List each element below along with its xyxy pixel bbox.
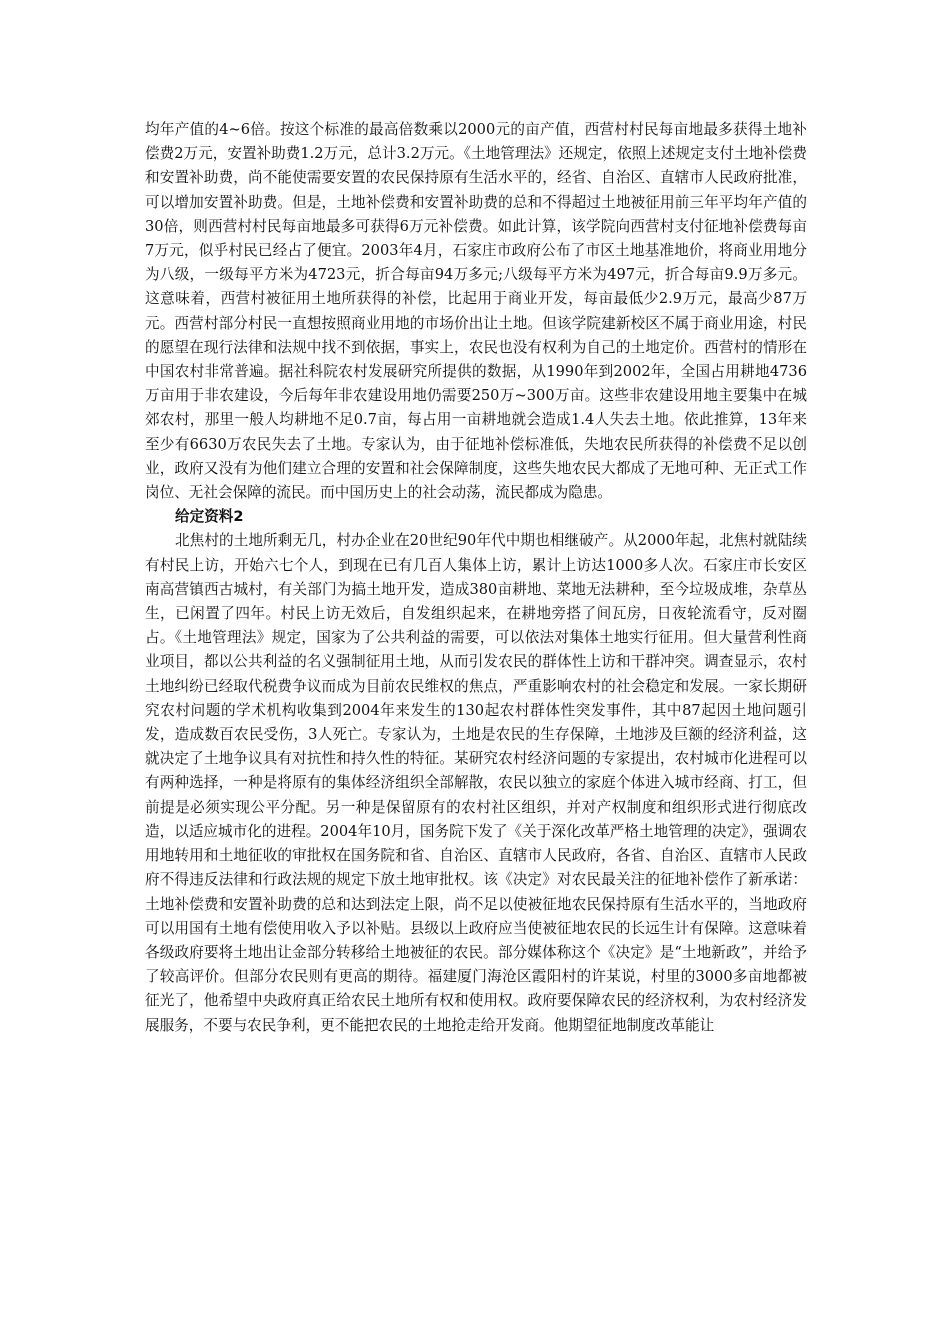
body-paragraph: 北焦村的土地所剩无几，村办企业在20世纪90年代中期也相继破产。从2000年起，北焦村就陆续有村民上访，开始六七个人，到现在已有几百人集体上访，累计上访达1000多人次。石家庄市长安区南高营镇西古城村，有关部门为搞土地开发，造成380亩耕地、菜地无法耕种，至今垃圾成堆，杂草丛生，已闲置了四年。村民上访无效后，自发组织起来，在耕地旁搭了间瓦房，日夜轮流看守，反对圈占。《土地管理法》规定，国家为了公共利益的需要，可以依法对集体土地实行征用。但大量营利性商业项目，都以公共利益的名义强制征用土地，从而引发农民的群体性上访和干群冲突。调查显示，农村土地纠纷已经取代税费争议而成为目前农民维权的焦点，严重影响农村的社会稳定和发展。一家长期研究农村问题的学术机构收集到2004年来发生的130起农村群体性突发事件，其中87起因土地问题引发，造成数百农民受伤，3人死亡。专家认为，土地是农民的生存保障，土地涉及巨额的经济利益，这就决定了土地争议具有对抗性和持久性的特征。某研究农村经济问题的专家提出，农村城市化进程可以有两种选择，一种是将原有的集体经济组织全部解散，农民以独立的家庭个体进入城市经商、打工，但前提是必须实现公平分配。另一种是保留原有的农村社区组织，并对产权制度和组织形式进行彻底改造，以适应城市化的进程。2004年10月，国务院下发了《关于深化改革严格土地管理的决定》，强调农用地转用和土地征收的审批权在国务院和省、自治区、直辖市人民政府，各省、自治区、直辖市人民政府不得违反法律和行政法规的规定下放土地审批权。该《决定》对农民最关注的征地补偿作了新承诺：土地补偿费和安置补助费的总和达到法定上限，尚不足以使被征地农民保持原有生活水平的，当地政府可以用国有土地有偿使用收入予以补贴。县级以上政府应当使被征地农民的长远生计有保障。这意味着各级政府要将土地出让金部分转移给土地被征的农民。部分媒体称这个《决定》是“土地新政”，并给予了较高评价。但部分农民则有更高的期待。福建厦门海沧区霞阳村的许某说，村里的3000多亩地都被征光了，他希望中央政府真正给农民土地所有权和使用权。政府要保障农民的经济权利，为农村经济发展服务，不要与农民争利，更不能把农民的土地抢走给开发商。他期望征地制度改革能让	[145, 532, 807, 1034]
document-page	[145, 118, 807, 1038]
section-heading: 给定资料2	[175, 508, 244, 526]
body-paragraph-continued: 均年产值的4~6倍。按这个标准的最高倍数乘以2000元的亩产值，西营村村民每亩地最多获得土地补偿费2万元，安置补助费1.2万元，总计3.2万元。《土地管理法》还规定，依照上述规定支付土地补偿费和安置补助费，尚不能使需要安置的农民保持原有生活水平的，经省、自治区、直辖市人民政府批准，可以增加安置补助费。但是，土地补偿费和安置补助费的总和不得超过土地被征用前三年平均年产值的30倍，则西营村村民每亩地最多可获得6万元补偿费。如此计算，该学院向西营村支付征地补偿费每亩7万元，似乎村民已经占了便宜。2003年4月，石家庄市政府公布了市区土地基准地价，将商业用地分为八级，一级每平方米为4723元，折合每亩94万多元;八级每平方米为497元，折合每亩9.9万多元。这意味着，西营村被征用土地所获得的补偿，比起用于商业开发，每亩最低少2.9万元，最高少87万元。西营村部分村民一直想按照商业用地的市场价出让土地。但该学院建新校区不属于商业用途，村民的愿望在现行法律和法规中找不到依据，事实上，农民也没有权利为自己的土地定价。西营村的情形在中国农村非常普遍。据社科院农村发展研究所提供的数据，从1990年到2002年，全国占用耕地4736万亩用于非农建设，今后每年非农建设用地仍需要250万~300万亩。这些非农建设用地主要集中在城郊农村，那里一般人均耕地不足0.7亩，每占用一亩耕地就会造成1.4人失去土地。依此推算，13年来至少有6630万农民失去了土地。专家认为，由于征地补偿标准低，失地农民所获得的补偿费不足以创业，政府又没有为他们建立合理的安置和社会保障制度，这些失地农民大都成了无地可种、无正式工作岗位、无社会保障的流民。而中国历史上的社会动荡，流民都成为隐患。	[145, 121, 807, 502]
